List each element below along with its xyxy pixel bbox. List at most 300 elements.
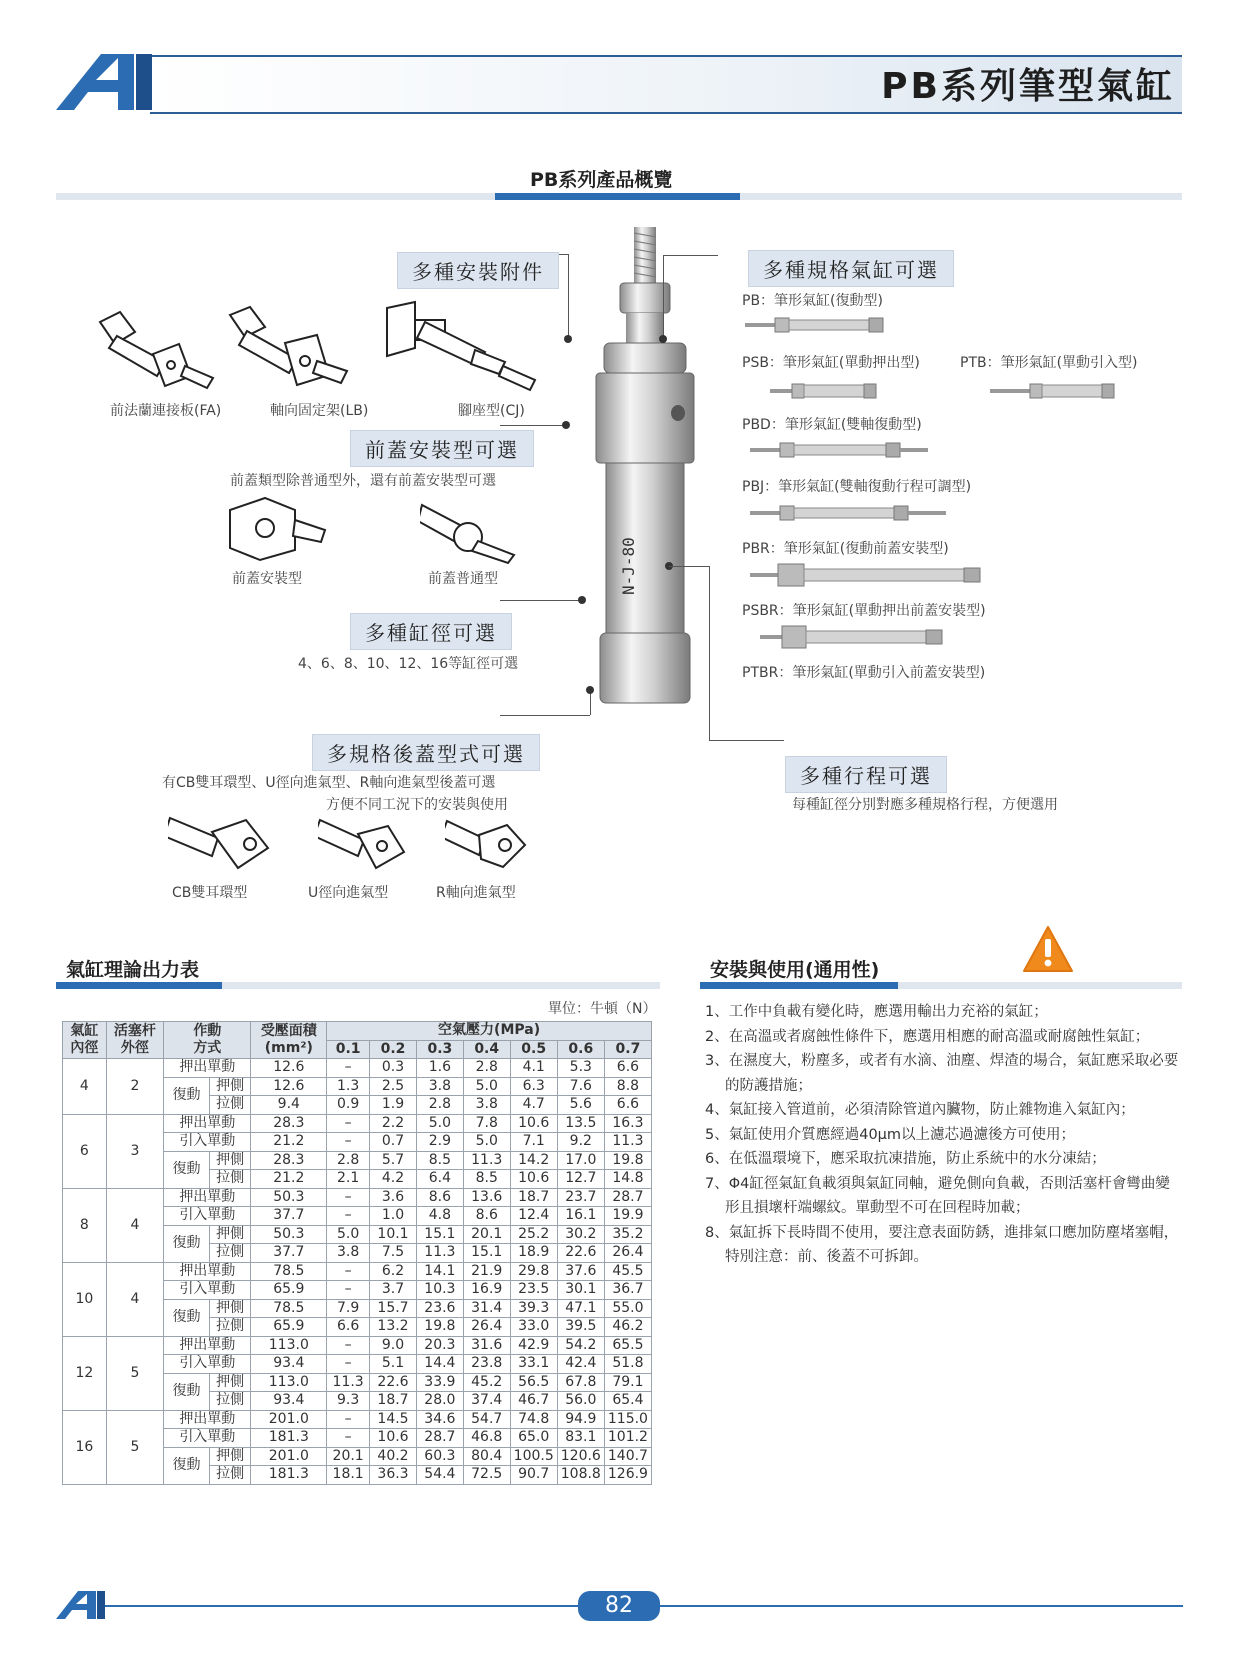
u-rear-cover-image bbox=[318, 812, 408, 880]
force-value-cell: 15.7 bbox=[370, 1299, 417, 1318]
force-value-cell: 115.0 bbox=[604, 1410, 651, 1429]
force-value-cell: 19.9 bbox=[604, 1207, 651, 1226]
force-value-cell: 54.4 bbox=[416, 1466, 463, 1485]
accessories-label: 多種安裝附件 bbox=[397, 252, 559, 289]
force-value-cell: 28.0 bbox=[416, 1392, 463, 1411]
force-value-cell: 26.4 bbox=[463, 1318, 510, 1337]
force-value-cell: 100.5 bbox=[510, 1447, 557, 1466]
area-cell: 181.3 bbox=[251, 1429, 327, 1448]
bore-cell: 8 bbox=[63, 1188, 107, 1262]
force-value-cell: 1.0 bbox=[370, 1207, 417, 1226]
force-value-cell: 20.3 bbox=[416, 1336, 463, 1355]
area-cell: 12.6 bbox=[251, 1077, 327, 1096]
rod-cell: 3 bbox=[106, 1114, 163, 1188]
model-pb: PB：筆形氣缸(復動型) bbox=[742, 293, 883, 309]
mode-double-cell: 復動 bbox=[164, 1077, 210, 1114]
force-value-cell: 3.6 bbox=[370, 1188, 417, 1207]
force-value-cell: 140.7 bbox=[604, 1447, 651, 1466]
force-value-cell: 5.0 bbox=[416, 1114, 463, 1133]
force-value-cell: 47.1 bbox=[557, 1299, 604, 1318]
front-cover-normal-image bbox=[420, 495, 520, 565]
force-value-cell: 3.8 bbox=[416, 1077, 463, 1096]
leader-line bbox=[500, 715, 590, 716]
force-table-row bbox=[63, 1262, 652, 1281]
force-value-cell: 46.7 bbox=[510, 1392, 557, 1411]
force-value-cell: 16.1 bbox=[557, 1207, 604, 1226]
force-value-cell: 5.1 bbox=[370, 1355, 417, 1374]
area-cell: 201.0 bbox=[251, 1410, 327, 1429]
note-item: 4、氣缸接入管道前，必須清除管道內臟物，防止雜物進入氣缸內； bbox=[705, 1102, 1135, 1118]
model-ptb: PTB：筆形氣缸(單動引入型) bbox=[960, 355, 1138, 371]
area-cell: 37.7 bbox=[251, 1207, 327, 1226]
rear-type-caption-u: U徑向進氣型 bbox=[308, 885, 389, 901]
force-value-cell: 5.7 bbox=[370, 1151, 417, 1170]
area-cell: 113.0 bbox=[251, 1336, 327, 1355]
r-rear-cover-image bbox=[445, 815, 530, 880]
mode-side-cell: 拉側 bbox=[209, 1466, 251, 1485]
force-table-divider-accent bbox=[56, 982, 222, 989]
note-item: 7、Φ4缸徑氣缸負載須與氣缸同軸，避免側向負載，否則活塞杆會彎曲變形且損壞杆端螺紋。單動型不可在回程時加載； bbox=[705, 1175, 1170, 1216]
force-value-cell: 7.6 bbox=[557, 1077, 604, 1096]
accessory-caption-cj: 腳座型(CJ) bbox=[458, 403, 525, 419]
force-value-cell: 67.8 bbox=[557, 1373, 604, 1392]
bore-cell: 16 bbox=[63, 1410, 107, 1484]
force-value-cell: 9.3 bbox=[327, 1392, 370, 1411]
leader-dot bbox=[562, 421, 570, 429]
force-value-cell: 6.3 bbox=[510, 1077, 557, 1096]
force-value-cell: 56.0 bbox=[557, 1392, 604, 1411]
force-value-cell: – bbox=[327, 1207, 370, 1226]
model-pbj-image bbox=[750, 500, 950, 526]
force-value-cell: – bbox=[327, 1281, 370, 1300]
mode-cell: 押出單動 bbox=[164, 1114, 251, 1133]
force-value-cell: 54.2 bbox=[557, 1336, 604, 1355]
model-psb-image bbox=[770, 378, 880, 404]
mode-cell: 押出單動 bbox=[164, 1410, 251, 1429]
notes-divider-accent bbox=[700, 982, 898, 989]
force-table-row bbox=[63, 1188, 652, 1207]
force-value-cell: 14.2 bbox=[510, 1151, 557, 1170]
header-pressure-value: 0.3 bbox=[416, 1040, 463, 1059]
area-cell: 21.2 bbox=[251, 1170, 327, 1189]
leader-line bbox=[709, 566, 710, 740]
note-item: 8、氣缸拆下長時間不使用，要注意表面防銹，進排氣口應加防塵堵塞帽，特別注意：前、後蓋不可拆卸。 bbox=[705, 1224, 1179, 1265]
header-area: 受壓面積 (mm²) bbox=[251, 1022, 327, 1059]
force-value-cell: 4.7 bbox=[510, 1096, 557, 1115]
rear-type-caption-cb: CB雙耳環型 bbox=[172, 885, 248, 901]
page-title: PB系列筆型氣缸 bbox=[881, 66, 1175, 107]
force-value-cell: – bbox=[327, 1133, 370, 1152]
bore-cell: 12 bbox=[63, 1336, 107, 1410]
force-value-cell: 2.8 bbox=[463, 1059, 510, 1078]
force-value-cell: 4.1 bbox=[510, 1059, 557, 1078]
mode-cell: 引入單動 bbox=[164, 1207, 251, 1226]
cb-rear-cover-image bbox=[168, 808, 273, 878]
force-value-cell: 55.0 bbox=[604, 1299, 651, 1318]
mode-side-cell: 拉側 bbox=[209, 1392, 251, 1411]
accessory-caption-lb: 軸向固定架(LB) bbox=[270, 403, 369, 419]
force-value-cell: 1.3 bbox=[327, 1077, 370, 1096]
force-value-cell: 34.6 bbox=[416, 1410, 463, 1429]
force-value-cell: 20.1 bbox=[327, 1447, 370, 1466]
bore-cell: 10 bbox=[63, 1262, 107, 1336]
header-pressure-value: 0.6 bbox=[557, 1040, 604, 1059]
force-value-cell: 36.3 bbox=[370, 1466, 417, 1485]
force-value-cell: 8.6 bbox=[416, 1188, 463, 1207]
area-cell: 9.4 bbox=[251, 1096, 327, 1115]
force-value-cell: 17.0 bbox=[557, 1151, 604, 1170]
foot-mount-accessory-image bbox=[385, 300, 540, 395]
force-value-cell: 2.8 bbox=[327, 1151, 370, 1170]
bore-desc: 4、6、8、10、12、16等缸徑可選 bbox=[298, 656, 519, 672]
mode-side-cell: 押側 bbox=[209, 1225, 251, 1244]
force-value-cell: 21.9 bbox=[463, 1262, 510, 1281]
force-value-cell: 0.7 bbox=[370, 1133, 417, 1152]
force-value-cell: 8.5 bbox=[416, 1151, 463, 1170]
force-value-cell: 13.2 bbox=[370, 1318, 417, 1337]
force-value-cell: 12.7 bbox=[557, 1170, 604, 1189]
mode-cell: 引入單動 bbox=[164, 1429, 251, 1448]
notes-title: 安裝與使用(通用性) bbox=[710, 959, 880, 981]
force-value-cell: 33.1 bbox=[510, 1355, 557, 1374]
bore-cell: 6 bbox=[63, 1114, 107, 1188]
flange-accessory-image bbox=[95, 310, 225, 395]
force-value-cell: – bbox=[327, 1188, 370, 1207]
front-cover-desc: 前蓋類型除普通型外，還有前蓋安裝型可選 bbox=[230, 473, 496, 489]
force-value-cell: 2.8 bbox=[416, 1096, 463, 1115]
force-value-cell: 9.0 bbox=[370, 1336, 417, 1355]
force-value-cell: 42.4 bbox=[557, 1355, 604, 1374]
mode-double-cell: 復動 bbox=[164, 1151, 210, 1188]
mode-side-cell: 押側 bbox=[209, 1447, 251, 1466]
area-cell: 50.3 bbox=[251, 1188, 327, 1207]
force-value-cell: 12.4 bbox=[510, 1207, 557, 1226]
force-value-cell: 26.4 bbox=[604, 1244, 651, 1263]
overview-divider-accent bbox=[495, 193, 740, 200]
force-value-cell: 5.0 bbox=[463, 1077, 510, 1096]
area-cell: 65.9 bbox=[251, 1318, 327, 1337]
leader-line bbox=[663, 255, 664, 339]
mode-double-cell: 復動 bbox=[164, 1447, 210, 1484]
force-value-cell: 72.5 bbox=[463, 1466, 510, 1485]
force-value-cell: 74.8 bbox=[510, 1410, 557, 1429]
rod-cell: 5 bbox=[106, 1410, 163, 1484]
leader-line bbox=[669, 566, 709, 567]
force-value-cell: 79.1 bbox=[604, 1373, 651, 1392]
force-value-cell: 1.6 bbox=[416, 1059, 463, 1078]
force-value-cell: 18.9 bbox=[510, 1244, 557, 1263]
mode-cell: 引入單動 bbox=[164, 1281, 251, 1300]
mode-cell: 引入單動 bbox=[164, 1133, 251, 1152]
area-cell: 21.2 bbox=[251, 1133, 327, 1152]
force-value-cell: 9.2 bbox=[557, 1133, 604, 1152]
force-value-cell: 46.2 bbox=[604, 1318, 651, 1337]
force-value-cell: 10.3 bbox=[416, 1281, 463, 1300]
mode-side-cell: 押側 bbox=[209, 1077, 251, 1096]
mode-cell: 押出單動 bbox=[164, 1188, 251, 1207]
force-value-cell: 94.9 bbox=[557, 1410, 604, 1429]
mode-double-cell: 復動 bbox=[164, 1299, 210, 1336]
force-value-cell: 108.8 bbox=[557, 1466, 604, 1485]
mode-cell: 押出單動 bbox=[164, 1336, 251, 1355]
force-value-cell: 39.5 bbox=[557, 1318, 604, 1337]
area-cell: 37.7 bbox=[251, 1244, 327, 1263]
rod-cell: 4 bbox=[106, 1262, 163, 1336]
header-mode: 作動 方式 bbox=[164, 1022, 251, 1059]
force-value-cell: 4.8 bbox=[416, 1207, 463, 1226]
force-value-cell: – bbox=[327, 1410, 370, 1429]
note-item: 5、氣缸使用介質應經過40μm以上濾芯過濾後方可使用； bbox=[705, 1126, 1076, 1143]
force-value-cell: 10.6 bbox=[370, 1429, 417, 1448]
mode-double-cell: 復動 bbox=[164, 1373, 210, 1410]
model-ptbr: PTBR：筆形氣缸(單動引入前蓋安裝型) bbox=[742, 665, 986, 681]
leader-dot bbox=[564, 335, 572, 343]
mode-double-cell: 復動 bbox=[164, 1225, 210, 1262]
force-value-cell: 22.6 bbox=[370, 1373, 417, 1392]
notes-list bbox=[705, 1000, 1183, 1270]
model-pbj: PBJ：筆形氣缸(雙軸復動行程可調型) bbox=[742, 479, 972, 495]
header-pressure-value: 0.5 bbox=[510, 1040, 557, 1059]
force-value-cell: 4.2 bbox=[370, 1170, 417, 1189]
area-cell: 50.3 bbox=[251, 1225, 327, 1244]
force-value-cell: 0.9 bbox=[327, 1096, 370, 1115]
force-value-cell: 45.2 bbox=[463, 1373, 510, 1392]
force-value-cell: 15.1 bbox=[416, 1225, 463, 1244]
force-value-cell: 28.7 bbox=[416, 1429, 463, 1448]
force-table-title: 氣缸理論出力表 bbox=[66, 959, 200, 981]
force-value-cell: 2.9 bbox=[416, 1133, 463, 1152]
model-psbr: PSBR：筆形氣缸(單動押出前蓋安裝型) bbox=[742, 603, 986, 619]
brand-logo bbox=[56, 52, 156, 112]
force-table-row bbox=[63, 1410, 652, 1429]
force-value-cell: 45.5 bbox=[604, 1262, 651, 1281]
model-pb-image bbox=[745, 312, 885, 338]
rear-cover-label: 多規格後蓋型式可選 bbox=[312, 734, 540, 771]
force-value-cell: 11.3 bbox=[416, 1244, 463, 1263]
force-value-cell: 11.3 bbox=[463, 1151, 510, 1170]
force-value-cell: 46.8 bbox=[463, 1429, 510, 1448]
force-value-cell: 1.9 bbox=[370, 1096, 417, 1115]
mode-cell: 押出單動 bbox=[164, 1262, 251, 1281]
force-value-cell: 23.7 bbox=[557, 1188, 604, 1207]
force-value-cell: 15.1 bbox=[463, 1244, 510, 1263]
area-cell: 93.4 bbox=[251, 1355, 327, 1374]
leader-dot bbox=[578, 596, 586, 604]
leader-line bbox=[500, 425, 565, 426]
force-value-cell: 10.6 bbox=[510, 1170, 557, 1189]
area-cell: 78.5 bbox=[251, 1262, 327, 1281]
page-number: 82 bbox=[578, 1591, 660, 1621]
mode-side-cell: 拉側 bbox=[209, 1318, 251, 1337]
force-value-cell: 51.8 bbox=[604, 1355, 651, 1374]
force-value-cell: 35.2 bbox=[604, 1225, 651, 1244]
leader-dot bbox=[586, 686, 594, 694]
leader-line bbox=[663, 255, 718, 256]
force-value-cell: 22.6 bbox=[557, 1244, 604, 1263]
force-value-cell: 90.7 bbox=[510, 1466, 557, 1485]
mode-side-cell: 拉側 bbox=[209, 1170, 251, 1189]
leader-line bbox=[709, 740, 784, 741]
force-value-cell: – bbox=[327, 1355, 370, 1374]
force-value-cell: 2.1 bbox=[327, 1170, 370, 1189]
mode-side-cell: 拉側 bbox=[209, 1244, 251, 1263]
force-value-cell: 25.2 bbox=[510, 1225, 557, 1244]
force-value-cell: 0.3 bbox=[370, 1059, 417, 1078]
force-value-cell: 6.2 bbox=[370, 1262, 417, 1281]
axial-bracket-accessory-image bbox=[225, 305, 355, 395]
rod-cell: 2 bbox=[106, 1059, 163, 1115]
force-value-cell: 13.6 bbox=[463, 1188, 510, 1207]
force-value-cell: 23.8 bbox=[463, 1355, 510, 1374]
force-value-cell: 6.6 bbox=[327, 1318, 370, 1337]
force-value-cell: 65.4 bbox=[604, 1392, 651, 1411]
force-value-cell: 31.6 bbox=[463, 1336, 510, 1355]
front-cover-label: 前蓋安裝型可選 bbox=[350, 430, 534, 467]
note-item: 1、工作中負載有變化時，應選用輸出力充裕的氣缸； bbox=[705, 1004, 1048, 1020]
model-pbr-image bbox=[750, 560, 985, 590]
force-value-cell: 14.1 bbox=[416, 1262, 463, 1281]
accessory-caption-fa: 前法蘭連接板(FA) bbox=[110, 403, 222, 419]
mode-side-cell: 拉側 bbox=[209, 1096, 251, 1115]
model-pbr: PBR：筆形氣缸(復動前蓋安裝型) bbox=[742, 541, 949, 557]
force-value-cell: 33.0 bbox=[510, 1318, 557, 1337]
cylinder-illustration bbox=[590, 225, 700, 725]
area-cell: 201.0 bbox=[251, 1447, 327, 1466]
force-value-cell: 14.4 bbox=[416, 1355, 463, 1374]
force-value-cell: 14.5 bbox=[370, 1410, 417, 1429]
force-value-cell: 120.6 bbox=[557, 1447, 604, 1466]
force-value-cell: 19.8 bbox=[416, 1318, 463, 1337]
note-item: 3、在濕度大，粉塵多，或者有水滴、油塵、焊渣的場合，氣缸應采取必要的防護措施； bbox=[705, 1053, 1179, 1094]
force-value-cell: 33.9 bbox=[416, 1373, 463, 1392]
force-value-cell: 19.8 bbox=[604, 1151, 651, 1170]
leader-line bbox=[500, 600, 580, 601]
force-value-cell: 56.5 bbox=[510, 1373, 557, 1392]
mode-side-cell: 押側 bbox=[209, 1299, 251, 1318]
header-pressure-value: 0.4 bbox=[463, 1040, 510, 1059]
force-value-cell: 65.0 bbox=[510, 1429, 557, 1448]
footer-logo bbox=[56, 1590, 106, 1620]
area-cell: 28.3 bbox=[251, 1114, 327, 1133]
force-value-cell: – bbox=[327, 1059, 370, 1078]
force-value-cell: 37.6 bbox=[557, 1262, 604, 1281]
force-table-unit: 單位：牛頓（N） bbox=[548, 1001, 657, 1017]
force-value-cell: – bbox=[327, 1114, 370, 1133]
force-value-cell: 7.1 bbox=[510, 1133, 557, 1152]
rear-cover-desc-2: 方便不同工況下的安裝與使用 bbox=[326, 797, 508, 813]
force-value-cell: 3.8 bbox=[463, 1096, 510, 1115]
area-cell: 28.3 bbox=[251, 1151, 327, 1170]
force-value-cell: 6.6 bbox=[604, 1059, 651, 1078]
warning-icon bbox=[1022, 925, 1074, 973]
rod-cell: 4 bbox=[106, 1188, 163, 1262]
front-type-caption-normal: 前蓋普通型 bbox=[428, 571, 498, 587]
force-value-cell: – bbox=[327, 1429, 370, 1448]
model-psbr-image bbox=[760, 622, 945, 652]
rear-cover-desc-1: 有CB雙耳環型、U徑向進氣型、R軸向進氣型後蓋可選 bbox=[162, 775, 496, 791]
force-value-cell: 13.5 bbox=[557, 1114, 604, 1133]
force-value-cell: 83.1 bbox=[557, 1429, 604, 1448]
force-value-cell: – bbox=[327, 1262, 370, 1281]
force-value-cell: 30.1 bbox=[557, 1281, 604, 1300]
bore-cell: 4 bbox=[63, 1059, 107, 1115]
area-cell: 93.4 bbox=[251, 1392, 327, 1411]
force-value-cell: 80.4 bbox=[463, 1447, 510, 1466]
force-value-cell: 10.6 bbox=[510, 1114, 557, 1133]
force-value-cell: 28.7 bbox=[604, 1188, 651, 1207]
force-value-cell: 37.4 bbox=[463, 1392, 510, 1411]
force-value-cell: 3.7 bbox=[370, 1281, 417, 1300]
area-cell: 181.3 bbox=[251, 1466, 327, 1485]
model-pbd-image bbox=[750, 437, 930, 463]
stroke-desc: 每種缸徑分別對應多種規格行程，方便選用 bbox=[792, 797, 1058, 813]
force-value-cell: 36.7 bbox=[604, 1281, 651, 1300]
front-cover-mount-image bbox=[225, 490, 335, 565]
force-value-cell: 8.5 bbox=[463, 1170, 510, 1189]
force-value-cell: 5.0 bbox=[327, 1225, 370, 1244]
model-psb: PSB：筆形氣缸(單動押出型) bbox=[742, 355, 920, 371]
force-value-cell: 126.9 bbox=[604, 1466, 651, 1485]
force-value-cell: 7.9 bbox=[327, 1299, 370, 1318]
force-value-cell: 39.3 bbox=[510, 1299, 557, 1318]
force-table-body bbox=[63, 1059, 652, 1485]
force-value-cell: 18.7 bbox=[370, 1392, 417, 1411]
note-item: 6、在低溫環境下，應采取抗凍措施，防止系統中的水分凍結； bbox=[705, 1151, 1106, 1167]
stroke-label: 多種行程可選 bbox=[785, 756, 947, 793]
leader-line bbox=[568, 254, 569, 338]
force-value-cell: 16.9 bbox=[463, 1281, 510, 1300]
mode-cell: 押出單動 bbox=[164, 1059, 251, 1078]
force-value-cell: 6.6 bbox=[604, 1096, 651, 1115]
header-pressure-value: 0.2 bbox=[370, 1040, 417, 1059]
force-value-cell: 54.7 bbox=[463, 1410, 510, 1429]
force-value-cell: 8.8 bbox=[604, 1077, 651, 1096]
force-value-cell: – bbox=[327, 1336, 370, 1355]
force-value-cell: 5.6 bbox=[557, 1096, 604, 1115]
force-table-row bbox=[63, 1059, 652, 1078]
rear-type-caption-r: R軸向進氣型 bbox=[436, 885, 516, 901]
bore-label: 多種缸徑可選 bbox=[350, 613, 512, 650]
area-cell: 113.0 bbox=[251, 1373, 327, 1392]
mode-cell: 引入單動 bbox=[164, 1355, 251, 1374]
force-value-cell: 2.5 bbox=[370, 1077, 417, 1096]
force-value-cell: 5.3 bbox=[557, 1059, 604, 1078]
force-value-cell: 3.8 bbox=[327, 1244, 370, 1263]
area-cell: 78.5 bbox=[251, 1299, 327, 1318]
cylinder-marking: N-J-80 bbox=[619, 537, 638, 595]
force-value-cell: 31.4 bbox=[463, 1299, 510, 1318]
model-pbd: PBD：筆形氣缸(雙軸復動型) bbox=[742, 417, 922, 433]
force-value-cell: 7.5 bbox=[370, 1244, 417, 1263]
force-table bbox=[62, 1021, 652, 1485]
force-value-cell: 6.4 bbox=[416, 1170, 463, 1189]
force-value-cell: 60.3 bbox=[416, 1447, 463, 1466]
mode-side-cell: 押側 bbox=[209, 1151, 251, 1170]
front-type-caption-mount: 前蓋安裝型 bbox=[232, 571, 302, 587]
model-ptb-image bbox=[990, 378, 1120, 404]
area-cell: 12.6 bbox=[251, 1059, 327, 1078]
force-value-cell: 7.8 bbox=[463, 1114, 510, 1133]
force-value-cell: 29.8 bbox=[510, 1262, 557, 1281]
force-value-cell: 2.2 bbox=[370, 1114, 417, 1133]
force-value-cell: 14.8 bbox=[604, 1170, 651, 1189]
force-table-row bbox=[63, 1114, 652, 1133]
force-value-cell: 40.2 bbox=[370, 1447, 417, 1466]
rod-cell: 5 bbox=[106, 1336, 163, 1410]
force-value-cell: 23.6 bbox=[416, 1299, 463, 1318]
note-item: 2、在高溫或者腐蝕性條件下，應選用相應的耐高溫或耐腐蝕性氣缸； bbox=[705, 1028, 1150, 1045]
header-rod: 活塞杆 外徑 bbox=[106, 1022, 163, 1059]
